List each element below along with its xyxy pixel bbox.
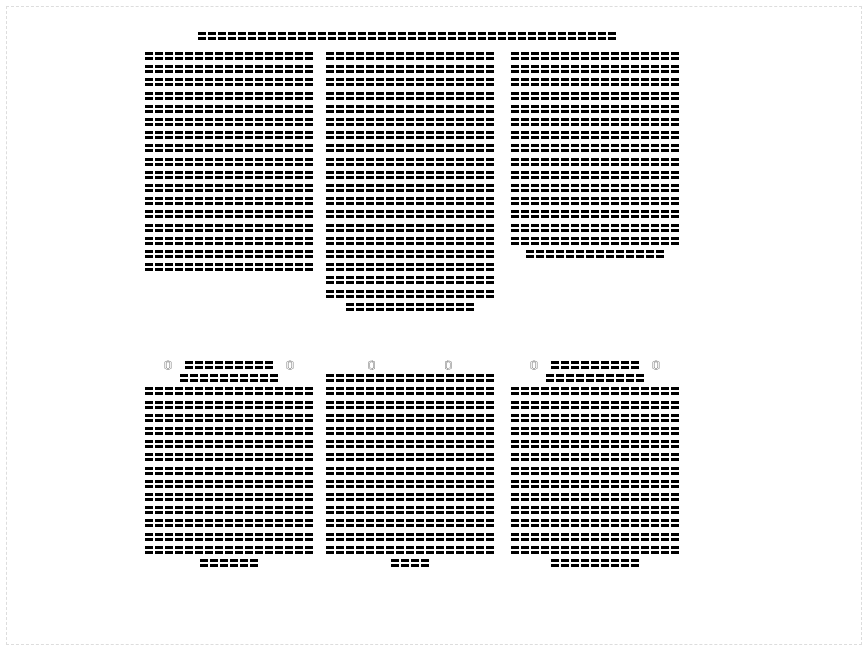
lower-right-section-heading [510,360,680,373]
page-sheet [6,6,862,645]
lower-left-heading-text: 〓〓〓〓〓〓〓〓〓 [184,361,274,372]
lower-middle-marker-row [325,360,495,373]
upper-left-column: 〓〓〓〓〓〓〓〓〓〓〓〓〓〓〓〓〓〓〓〓〓〓〓〓〓〓〓〓〓〓〓〓〓〓〓〓〓〓〓〓〓〓〓〓〓〓〓〓〓〓〓〓〓〓〓〓〓〓〓〓〓〓〓〓〓〓〓〓〓〓〓〓〓〓〓〓〓〓〓〓〓〓〓〓〓〓〓〓〓〓〓〓〓〓〓〓〓〓〓〓〓〓〓〓〓〓〓〓〓〓〓〓〓〓〓〓〓〓〓〓〓〓〓〓〓〓〓〓〓〓〓〓〓〓〓〓〓〓〓〓〓〓〓〓〓〓〓〓〓〓〓〓〓〓〓〓〓〓〓〓〓〓〓〓〓〓〓〓〓〓〓〓〓〓〓〓〓〓〓〓〓〓〓〓〓〓〓〓〓〓〓〓〓〓〓〓〓〓〓〓〓〓〓〓〓〓〓〓〓〓〓〓〓〓〓〓〓〓〓〓〓〓〓〓〓〓〓〓〓〓〓〓〓〓〓〓〓〓〓〓〓〓〓〓〓〓〓〓〓〓〓〓〓〓〓〓〓〓〓〓〓〓〓〓〓〓〓〓〓〓〓〓〓〓〓〓〓〓〓〓〓〓〓〓〓〓〓〓〓 [144,52,314,275]
lower-right-column [510,360,680,600]
lower-right-body-text: 〓〓〓〓〓〓〓〓〓〓〓〓〓〓〓〓〓〓〓〓〓〓〓〓〓〓〓〓〓〓〓〓〓〓〓〓〓〓〓〓〓〓〓〓〓〓〓〓〓〓〓〓〓〓〓〓〓〓〓〓〓〓〓〓〓〓〓〓〓〓〓〓〓〓〓〓〓〓〓〓〓〓〓〓〓〓〓〓〓〓〓〓〓〓〓〓〓〓〓〓〓〓〓〓〓〓〓〓〓〓〓〓〓〓〓〓〓〓〓〓〓〓〓〓〓〓〓〓〓〓〓〓〓〓〓〓〓〓〓〓〓〓〓〓〓〓〓〓〓〓〓〓〓〓〓〓〓〓〓〓〓〓〓〓〓〓〓〓〓〓〓〓〓〓〓〓〓〓〓〓〓〓〓〓〓〓〓〓〓〓〓〓〓〓〓〓〓〓〓〓〓〓〓〓〓〓〓〓〓〓〓〓〓〓〓〓〓〓〓〓〓〓〓〓〓〓〓〓〓〓 [510,387,680,571]
upper-right-column: 〓〓〓〓〓〓〓〓〓〓〓〓〓〓〓〓〓〓〓〓〓〓〓〓〓〓〓〓〓〓〓〓〓〓〓〓〓〓〓〓〓〓〓〓〓〓〓〓〓〓〓〓〓〓〓〓〓〓〓〓〓〓〓〓〓〓〓〓〓〓〓〓〓〓〓〓〓〓〓〓〓〓〓〓〓〓〓〓〓〓〓〓〓〓〓〓〓〓〓〓〓〓〓〓〓〓〓〓〓〓〓〓〓〓〓〓〓〓〓〓〓〓〓〓〓〓〓〓〓〓〓〓〓〓〓〓〓〓〓〓〓〓〓〓〓〓〓〓〓〓〓〓〓〓〓〓〓〓〓〓〓〓〓〓〓〓〓〓〓〓〓〓〓〓〓〓〓〓〓〓〓〓〓〓〓〓〓〓〓〓〓〓〓〓〓〓〓〓〓〓〓〓〓〓〓〓〓〓〓〓〓〓〓〓〓〓〓〓〓〓〓〓〓〓〓〓〓〓〓〓〓〓〓〓〓〓〓〓〓〓〓〓〓〓〓〓〓〓〓〓〓〓〓〓〓〓〓〓〓〓〓〓〓〓〓〓〓〓〓 [510,52,680,262]
bracket-marker-icon: 〘〙 [646,361,666,372]
lower-middle-marker-gap [384,360,437,373]
lower-right-heading-text: 〓〓〓〓〓〓〓〓〓 [550,361,640,372]
lower-middle-column [325,360,495,600]
lower-left-column [144,360,314,600]
bracket-marker-icon: 〘〙 [524,361,544,372]
document-content [7,7,863,646]
lower-left-subheading: 〓〓〓〓〓〓〓〓〓〓 [179,374,279,386]
bracket-marker-icon: 〘〙 [158,361,178,372]
lower-middle-body-text: 〓〓〓〓〓〓〓〓〓〓〓〓〓〓〓〓〓〓〓〓〓〓〓〓〓〓〓〓〓〓〓〓〓〓〓〓〓〓〓〓〓〓〓〓〓〓〓〓〓〓〓〓〓〓〓〓〓〓〓〓〓〓〓〓〓〓〓〓〓〓〓〓〓〓〓〓〓〓〓〓〓〓〓〓〓〓〓〓〓〓〓〓〓〓〓〓〓〓〓〓〓〓〓〓〓〓〓〓〓〓〓〓〓〓〓〓〓〓〓〓〓〓〓〓〓〓〓〓〓〓〓〓〓〓〓〓〓〓〓〓〓〓〓〓〓〓〓〓〓〓〓〓〓〓〓〓〓〓〓〓〓〓〓〓〓〓〓〓〓〓〓〓〓〓〓〓〓〓〓〓〓〓〓〓〓〓〓〓〓〓〓〓〓〓〓〓〓〓〓〓〓〓〓〓〓〓〓〓〓〓〓〓〓〓〓〓〓〓〓〓〓〓〓〓〓〓〓〓〓〓〓〓〓〓〓〓〓〓〓〓〓〓 [325,374,495,571]
bracket-marker-icon: 〘〙 [438,361,459,372]
bracket-marker-icon: 〘〙 [361,361,382,372]
lower-left-body-text: 〓〓〓〓〓〓〓〓〓〓〓〓〓〓〓〓〓〓〓〓〓〓〓〓〓〓〓〓〓〓〓〓〓〓〓〓〓〓〓〓〓〓〓〓〓〓〓〓〓〓〓〓〓〓〓〓〓〓〓〓〓〓〓〓〓〓〓〓〓〓〓〓〓〓〓〓〓〓〓〓〓〓〓〓〓〓〓〓〓〓〓〓〓〓〓〓〓〓〓〓〓〓〓〓〓〓〓〓〓〓〓〓〓〓〓〓〓〓〓〓〓〓〓〓〓〓〓〓〓〓〓〓〓〓〓〓〓〓〓〓〓〓〓〓〓〓〓〓〓〓〓〓〓〓〓〓〓〓〓〓〓〓〓〓〓〓〓〓〓〓〓〓〓〓〓〓〓〓〓〓〓〓〓〓〓〓〓〓〓〓〓〓〓〓〓〓〓〓〓〓〓〓〓〓〓〓〓〓〓〓〓〓〓〓〓〓〓〓〓〓〓〓〓〓〓〓〓 [144,387,314,571]
lower-right-subheading: 〓〓〓〓〓〓〓〓〓〓 [545,374,645,386]
upper-middle-column: 〓〓〓〓〓〓〓〓〓〓〓〓〓〓〓〓〓〓〓〓〓〓〓〓〓〓〓〓〓〓〓〓〓〓〓〓〓〓〓〓〓〓〓〓〓〓〓〓〓〓〓〓〓〓〓〓〓〓〓〓〓〓〓〓〓〓〓〓〓〓〓〓〓〓〓〓〓〓〓〓〓〓〓〓〓〓〓〓〓〓〓〓〓〓〓〓〓〓〓〓〓〓〓〓〓〓〓〓〓〓〓〓〓〓〓〓〓〓〓〓〓〓〓〓〓〓〓〓〓〓〓〓〓〓〓〓〓〓〓〓〓〓〓〓〓〓〓〓〓〓〓〓〓〓〓〓〓〓〓〓〓〓〓〓〓〓〓〓〓〓〓〓〓〓〓〓〓〓〓〓〓〓〓〓〓〓〓〓〓〓〓〓〓〓〓〓〓〓〓〓〓〓〓〓〓〓〓〓〓〓〓〓〓〓〓〓〓〓〓〓〓〓〓〓〓〓〓〓〓〓〓〓〓〓〓〓〓〓〓〓〓〓〓〓〓〓〓〓〓〓〓〓〓〓〓〓〓〓〓〓〓〓〓〓〓〓〓〓〓〓〓〓〓〓〓〓〓〓〓〓〓〓〓〓〓〓〓〓〓〓〓〓〓〓〓〓〓〓〓〓〓〓〓〓〓〓〓〓〓〓〓〓〓〓〓〓〓〓〓〓〓〓〓〓〓〓〓〓〓〓〓〓〓〓〓〓 [325,52,495,314]
lower-left-section-heading [144,360,314,373]
bracket-marker-icon: 〘〙 [280,361,300,372]
document-title: 〓〓〓〓〓〓〓〓〓〓〓〓〓〓〓〓〓〓〓〓〓〓〓〓〓〓〓〓〓〓〓〓〓〓〓〓〓〓〓〓〓〓 [197,32,617,43]
